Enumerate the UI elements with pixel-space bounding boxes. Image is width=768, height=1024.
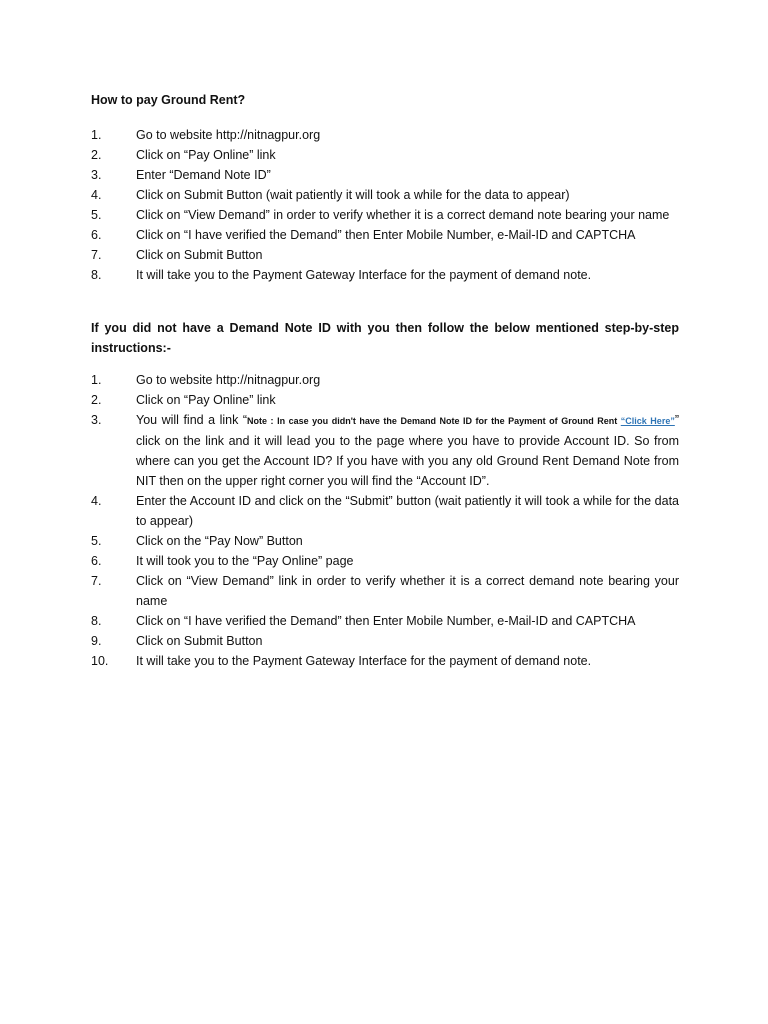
step-text: Click on “I have verified the Demand” then Enter Mobile Number, e-Mail-ID and CAPTCHA (136, 614, 636, 628)
list-item (91, 245, 679, 265)
step-text: Go to website http://nitnagpur.org (136, 373, 321, 387)
step-number: 1. (91, 128, 102, 142)
step-number: 9. (91, 634, 102, 648)
list-item (91, 651, 679, 671)
list-item (91, 265, 679, 285)
click-here-link[interactable]: “Click Here” (620, 416, 675, 426)
step-text-suffix: ” click on the link and it will lead you to the page where you have to provide Account ID. So from where can you get the Account ID? If you have with you any old Ground Rent Demand Note from NIT then on the upper right corner you will find the “Account ID”. (136, 413, 679, 488)
step-text: Click on “Pay Online” link (136, 393, 276, 407)
step-number: 7. (91, 248, 102, 262)
step-text: It will took you to the “Pay Online” page (136, 554, 354, 568)
step-number: 6. (91, 554, 102, 568)
section2-title: If you did not have a Demand Note ID with you then follow the below mentioned step-by-step instructions:- (91, 321, 679, 355)
step-text: Go to website http://nitnagpur.org (136, 128, 321, 142)
list-item (91, 390, 679, 410)
list-item (91, 125, 679, 145)
list-item (91, 491, 679, 531)
list-item (91, 551, 679, 571)
step-number: 6. (91, 228, 102, 242)
step-text: Enter the Account ID and click on the “Submit” button (wait patiently it will took a while for the data to appear) (136, 494, 679, 528)
step-number: 5. (91, 534, 102, 548)
step-text: It will take you to the Payment Gateway Interface for the payment of demand note. (136, 268, 592, 282)
step-number: 4. (91, 188, 102, 202)
step-text: It will take you to the Payment Gateway Interface for the payment of demand note. (136, 654, 592, 668)
step-text: Click on Submit Button (136, 634, 263, 648)
section2-steps-list (91, 370, 679, 671)
list-item (91, 631, 679, 651)
step-text: Click on “I have verified the Demand” then Enter Mobile Number, e-Mail-ID and CAPTCHA (136, 228, 636, 242)
list-item (91, 205, 679, 225)
section1-title: How to pay Ground Rent? (91, 93, 246, 107)
step-number: 2. (91, 148, 102, 162)
step-number: 7. (91, 574, 102, 588)
step-text: Click on “View Demand” link in order to verify whether it is a correct demand note bearing your name (136, 574, 679, 608)
list-item (91, 531, 679, 551)
step-text-prefix: You will find a link “ (136, 413, 248, 427)
list-item (91, 145, 679, 165)
step-number: 2. (91, 393, 102, 407)
step-number: 8. (91, 268, 102, 282)
step-text: Click on the “Pay Now” Button (136, 534, 303, 548)
list-item (91, 611, 679, 631)
step-text: Enter “Demand Note ID” (136, 168, 271, 182)
list-item (91, 410, 679, 491)
step-number: 8. (91, 614, 102, 628)
note-text: Note : In case you didn't have the Demand Note ID for the Payment of Ground Rent (247, 416, 621, 426)
step-number: 1. (91, 373, 102, 387)
step-text: Click on Submit Button (136, 248, 263, 262)
step-text: Click on “View Demand” in order to verify whether it is a correct demand note bearing your name (136, 208, 670, 222)
step-text: Click on Submit Button (wait patiently it will took a while for the data to appear) (136, 188, 570, 202)
list-item (91, 185, 679, 205)
list-item (91, 571, 679, 611)
list-item (91, 165, 679, 185)
step-number: 3. (91, 168, 102, 182)
list-item (91, 225, 679, 245)
step-number: 3. (91, 413, 102, 427)
step-number: 4. (91, 494, 102, 508)
list-item (91, 370, 679, 390)
step-text: Click on “Pay Online” link (136, 148, 276, 162)
step-number: 10. (91, 654, 109, 668)
section1-steps-list (91, 125, 679, 285)
step-number: 5. (91, 208, 102, 222)
